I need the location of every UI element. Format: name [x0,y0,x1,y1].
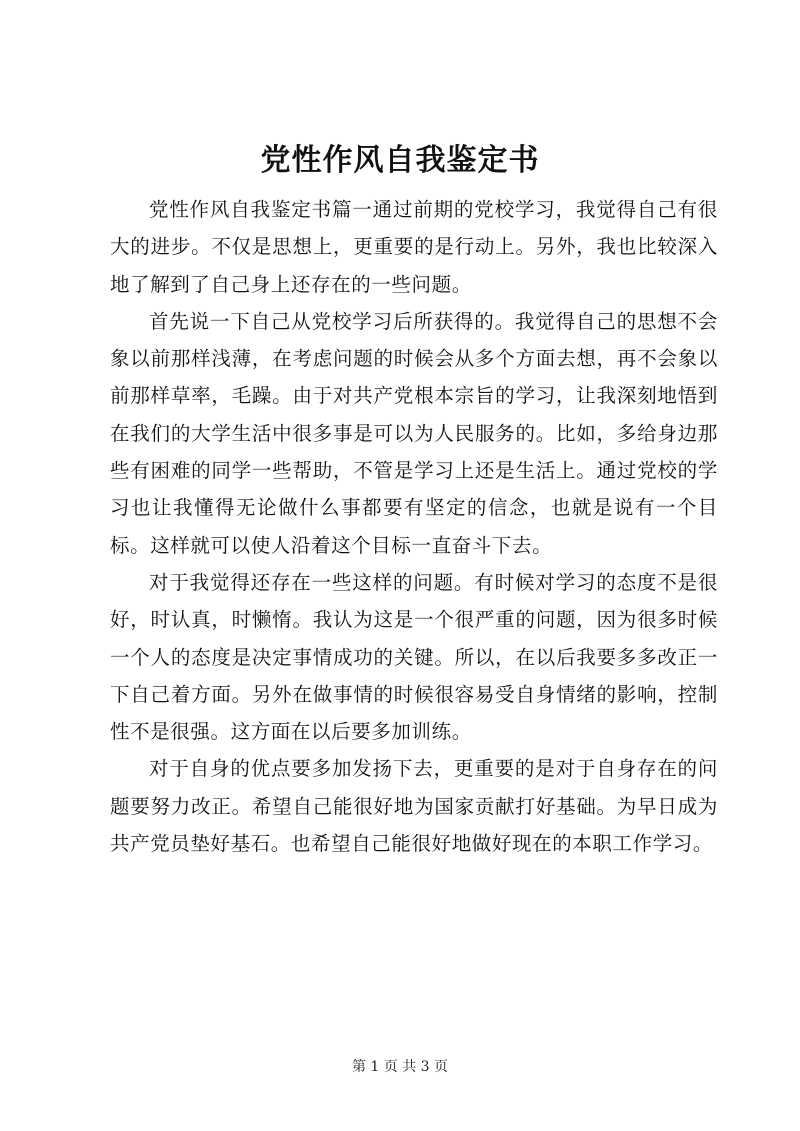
document-title: 党性作风自我鉴定书 [260,143,540,178]
paragraph: 对于自身的优点要多加发扬下去，更重要的是对于自身存在的问题要努力改正。希望自己能很好地为国家贡献打好基础。为早日成为共产党员垫好基石。也希望自己能很好地做好现在的本职工作学习。 [110,757,718,856]
paragraph: 对于我觉得还存在一些这样的问题。有时候对学习的态度不是很好，时认真，时懒惰。我认为这是一个很严重的问题，因为很多时候一个人的态度是决定事情成功的关键。所以，在以后我要多多改正一下自己着方面。另外在做事情的时候很容易受自身情绪的影响，控制性不是很强。这方面在以后要多加训练。 [110,570,718,744]
paragraph: 党性作风自我鉴定书篇一通过前期的党校学习，我觉得自己有很大的进步。不仅是思想上，更重要的是行动上。另外，我也比较深入地了解到了自己身上还存在的一些问题。 [110,198,718,296]
document-body [110,191,718,862]
paragraph: 首先说一下自己从党校学习后所获得的。我觉得自己的思想不会象以前那样浅薄，在考虑问题的时候会从多个方面去想，再不会象以前那样草率，毛躁。由于对共产党根本宗旨的学习，让我深刻地悟到在我们的大学生活中很多事是可以为人民服务的。比如，多给身边那些有困难的同学一些帮助，不管是学习上还是生活上。通过党校的学习也让我懂得无论做什么事都要有坚定的信念，也就是说有一个目标。这样就可以使人沿着这个目标一直奋斗下去。 [110,309,718,557]
page-number-footer: 第 1 页 共 3 页 [351,1059,449,1075]
